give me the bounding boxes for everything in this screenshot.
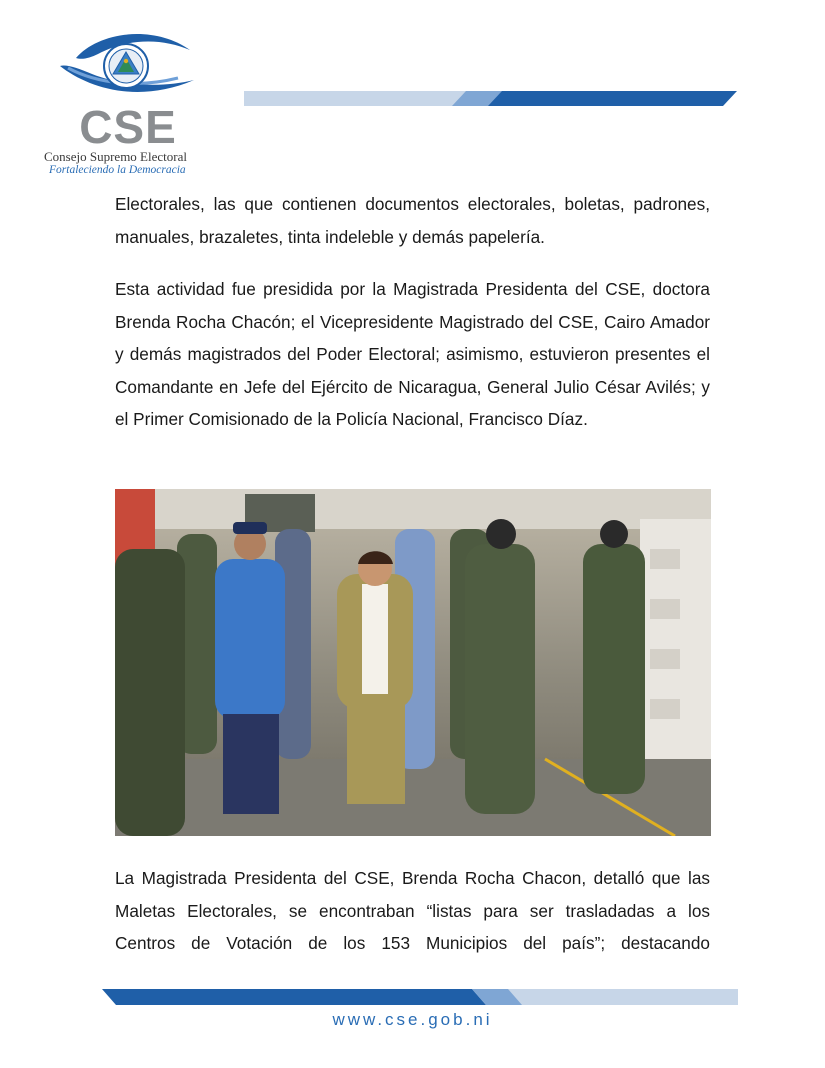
logo-organization-name: Consejo Supremo Electoral <box>44 149 187 164</box>
paragraph: Esta actividad fue presidida por la Magistrada Presidenta del CSE, doctora Brenda Rocha Chacón; el Vicepresidente Magistrado del CSE, Cairo Amador y demás magistrados del Poder Electoral; asimismo, estuvieron presentes el Comandante en Jefe del Ejército de Nicaragua, General Julio César Avilés; y el Primer Comisionado de la Policía Nacional, Francisco Díaz. <box>115 279 710 429</box>
footer-website-link[interactable]: www.cse.gob.ni <box>332 1010 493 1029</box>
logo-tagline: Fortaleciendo la Democracia <box>49 164 186 176</box>
paragraph: Electorales, las que contienen documentos electorales, boletas, padrones, manuales, brazaletes, tinta indeleble y demás papelería. <box>115 194 710 247</box>
cse-logo <box>44 28 214 178</box>
paragraph: La Magistrada Presidenta del CSE, Brenda Rocha Chacon, detalló que las Maletas Electorales, se encontraban “listas para ser trasladadas a los Centros de Votación de los 153 Municipios del país”; destacando <box>115 868 710 953</box>
header-decorative-bar <box>244 91 737 106</box>
logo-acronym: CSE <box>79 101 177 153</box>
event-photo-illustration <box>115 489 711 836</box>
document-body-continued <box>115 862 710 980</box>
footer-decorative-bar <box>102 989 738 1005</box>
nicaragua-coat-of-arms-icon <box>58 28 198 106</box>
document-body <box>115 188 710 456</box>
event-photo <box>115 489 711 836</box>
